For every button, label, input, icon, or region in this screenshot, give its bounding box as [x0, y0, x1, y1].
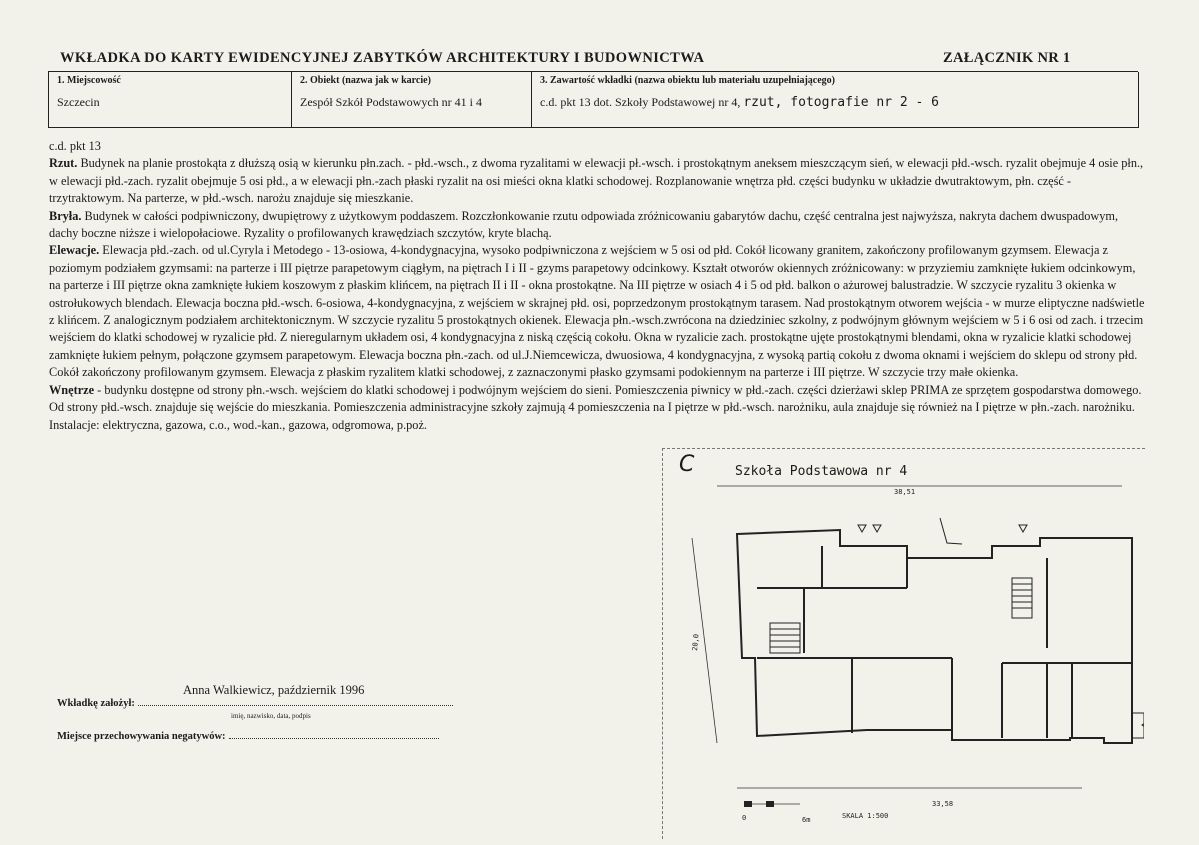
- plan-title: Szkoła Podstawowa nr 4: [735, 464, 908, 479]
- plan-letter: C: [679, 452, 695, 477]
- rzut-heading: Rzut.: [49, 156, 78, 171]
- rzut-text: Budynek na planie prostokąta z dłuższą osią w kierunku płn.zach. - płd.-wsch., z dwoma ryzalitami w elewacji pł.-wsch. i prostokątnym aneksem mieszczącym sień, w elewacji płd.-wsch. ryzalit obejmuje 4 osie płn., w elewacji płd.-zach. ryzalit obejmuje 5 osi płd., a w elewacji płn.-zach płaski ryzalit na osi mieści okna klatki schodowej. Rozplanowanie wnętrza płd. części budynku w układzie dwutraktowym, płn. część - trzytraktowym. Na parterze, w płd.-wsch. narożu znajduje się mieszkanie.: [49, 156, 1144, 206]
- form-title: WKŁADKA DO KARTY EWIDENCYJNEJ ZABYTKÓW ARCHITEKTURY I BUDOWNICTWA: [60, 50, 705, 66]
- dim-bottom: 33,58: [932, 800, 954, 808]
- section-cd: c.d. pkt 13: [49, 139, 101, 153]
- section-rzut: [49, 155, 1146, 207]
- scale-six: 6m: [802, 816, 811, 824]
- field-contents-value: [540, 95, 1130, 110]
- dim-side: 20,0: [691, 633, 701, 652]
- author-label: Wkładkę założył:: [57, 698, 135, 709]
- field-contents: [532, 72, 1138, 127]
- bryla-text: Budynek w całości podpiwniczony, dwupiętrowy z użytkowym poddaszem. Rozczłonkowanie rzutu odpowiada zróżnicowaniu gabarytów dachu, część centralna jest najwyższa, nakryta dachem dwuspadowym, dachy boczne niższe i wielopołaciowe. Ryzality o profilowanych krawędziach szczytów, kryte blachą.: [49, 208, 1119, 241]
- scale-bar-segment: [744, 801, 752, 807]
- section-elewacje: [49, 242, 1146, 381]
- negatives-label: Miejsce przechowywania negatywów:: [57, 731, 226, 742]
- floor-plan: [662, 448, 1144, 838]
- scale-bar-segment: [766, 801, 774, 807]
- field-contents-label: 3. Zawartość wkładki (nazwa obiektu lub materiału uzupełniającego): [540, 75, 836, 86]
- wnetrze-text: - budynku dostępne od strony płn.-wsch. wejściem do klatki schodowej i podwójnym wejściem do sieni. Pomieszczenia piwnicy w płd.-zach. części dzierżawi sklep PRIMA ze sprzętem gospodarstwa domowego. Od strony płd.-wsch. znajduje się wejście do mieszkania. Pomieszczenia administracyjne szkoły zajmują 4 pomieszczenia na I piętrze w płd.-wsch. narożniku, aula znajduje się również na I piętrze w płn.-zach. narożniku. Instalacje: elektryczna, gazowa, c.o., wod.-kan., gazowa, odgromowa, p.poż.: [49, 382, 1142, 432]
- negatives-dotted-line: [229, 738, 439, 739]
- scale-label: SKALA 1:500: [842, 812, 889, 820]
- field-contents-typed: rzut, fotografie nr 2 - 6: [743, 95, 939, 110]
- description-text: [49, 138, 1146, 434]
- dim-top: 38,51: [894, 488, 916, 496]
- field-object-value: Zespół Szkół Podstawowych nr 41 i 4: [300, 95, 482, 109]
- section-bryla: [49, 208, 1146, 243]
- field-locality-value: Szczecin: [57, 95, 100, 109]
- scale-zero: 0: [742, 814, 747, 822]
- elewacje-heading: Elewacje.: [49, 243, 100, 258]
- author-name: Anna Walkiewicz, październik 1996: [183, 683, 365, 697]
- elewacje-text: Elewacja płd.-zach. od ul.Cyryla i Metodego - 13-osiowa, 4-kondygnacyjna, wysoko podpiwniczona z wejściem w 5 osi od płd. Cokół licowany granitem, zakończony profilowanym gzymsem. Elewacja z poziomym podziałem gzymsami: na parterze i III piętrze parapetowym ciągłym, na piętrach I i II - gzyms parapetowy odcinkowy. Kształt otworów okiennych zróżnicowany: w przyziemiu zamknięte łukiem odcinkowym, na parterze i III piętrze okna zamknięte łukiem koszowym z płaskim klińcem, na piętrach II i II - okna prostokątne. Na III piętrze w osiach 4 i 5 od płd. balkon o ażurowej balustradzie. W szczycie ryzalitu 3 okienka w ostrołukowych blendach. Elewacja boczna płd.-wsch. 6-osiowa, 4-kondygnacyjna, z wejściem w skrajnej płd. osi, poprzedzonym prostokątnym tarasem. Nad prostokątnym otworem wejścia - w murze eliptyczne nadświetle z klińcem. Z analogicznym podziałem architektonicznym. W szczycie ryzalitu 5 prostokątnych okienek. Elewacja płn.-wsch.zwrócona na dziedziniec szkolny, z podwójnym głównym wejściem w 5 i 6 osi od zach. i trzecim wejściem do klatki schodowej w ryzalicie płd. Z nieregularnym układem osi, 4 kondygnacyjna z niską częścią cokołu. Okna w ryzalicie zach. prostokątne ujęte prostokątnymi blendami, okna w ryzalicie klatki schodowej zamknięte łukiem pełnym, połączone gzymsem parapetowym. Elewacja boczna płn.-zach. od ul.J.Niemcewicza, dwuosiowa, 4 kondygnacyjna, z wysoką partią cokołu z dwoma oknami i wejściem do sklepu od strony płd. Cokół zakończony profilowanym gzymsem. Elewacja z płaskim ryzalitem klatki schodowej, z zaznaczonymi płasko gzymsami podokiennym na parterze i III piętrze. W szczycie trzy małe okienka.: [49, 243, 1145, 380]
- field-locality-label: 1. Miejscowość: [57, 75, 121, 86]
- field-contents-text: c.d. pkt 13 dot. Szkoły Podstawowej nr 4,: [540, 95, 741, 109]
- field-object-label: 2. Obiekt (nazwa jak w karcie): [300, 75, 431, 86]
- field-locality: [49, 72, 292, 127]
- bryla-heading: Bryła.: [49, 208, 82, 223]
- section-wnetrze: [49, 382, 1146, 434]
- field-object: [292, 72, 532, 127]
- attachment-number: ZAŁĄCZNIK NR 1: [943, 50, 1071, 66]
- author-dotted-line: [138, 705, 453, 706]
- author-sublabel: imię, nazwisko, data, podpis: [231, 712, 311, 720]
- negatives-row: [57, 731, 439, 742]
- wnetrze-heading: Wnętrze: [49, 382, 95, 397]
- author-row: [57, 698, 453, 709]
- header-fields: [48, 72, 1139, 128]
